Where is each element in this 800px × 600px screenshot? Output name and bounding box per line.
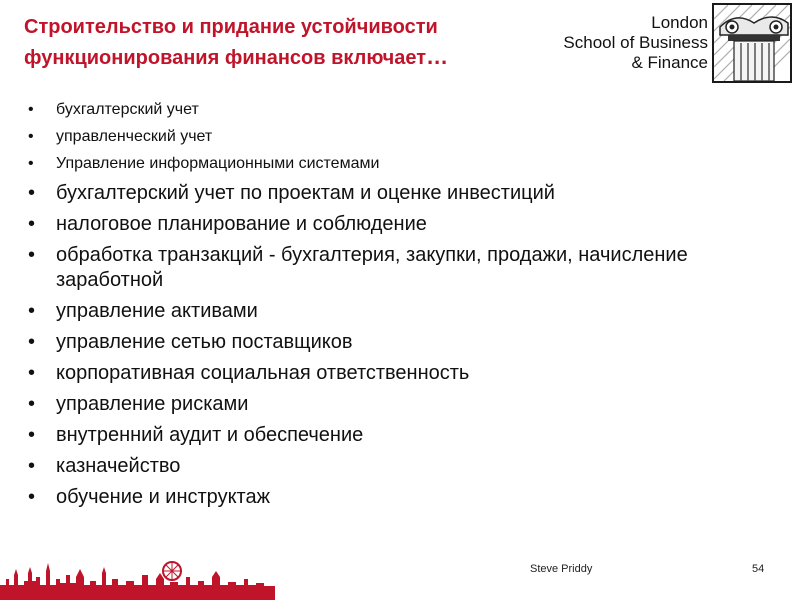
footer-author: Steve Priddy [530, 563, 593, 575]
list-item: • обработка транзакций - бухгалтерия, закупки, продажи, начисление заработной [24, 243, 784, 293]
list-item: • управление сетью поставщиков [24, 330, 784, 355]
london-skyline-icon [0, 555, 275, 600]
logo-line-2: School of Business [563, 33, 708, 52]
list-item: • корпоративная социальная ответственность [24, 361, 784, 386]
list-item: • управленческий учет [24, 127, 784, 147]
logo-line-1: London [651, 13, 708, 32]
list-item: • управление рисками [24, 392, 784, 417]
title-line-2-text: функционирования финансов включает [24, 47, 427, 69]
list-item: • бухгалтерский учет [24, 100, 784, 120]
list-item: • казначейство [24, 454, 784, 479]
column-capital-icon [712, 3, 792, 83]
page-number: 54 [752, 563, 765, 575]
list-item: • управление активами [24, 299, 784, 324]
list-item: • внутренний аудит и обеспечение [24, 423, 784, 448]
logo-wordmark [562, 13, 708, 73]
title-line-1: Строительство и придание устойчивости [24, 16, 438, 38]
list-item: • обучение и инструктаж [24, 485, 784, 510]
title-line-2 [24, 42, 544, 73]
list-item: • налоговое планирование и соблюдение [24, 212, 784, 237]
title-ellipsis: … [426, 44, 450, 69]
bullet-list [24, 100, 784, 516]
school-logo [562, 2, 792, 82]
logo-line-3: & Finance [631, 53, 708, 72]
list-item: • Управление информационными системами [24, 154, 784, 174]
slide-title [24, 12, 544, 73]
list-item: • бухгалтерский учет по проектам и оценке инвестиций [24, 181, 784, 206]
